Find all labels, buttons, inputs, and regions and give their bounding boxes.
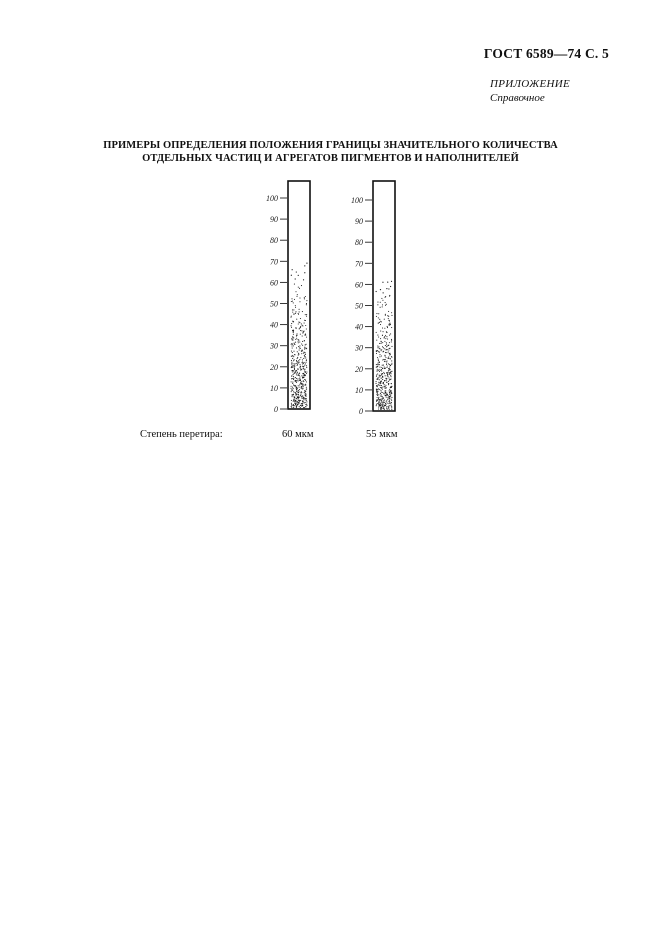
scale-label: 30 xyxy=(355,343,363,353)
scale-label: 60 xyxy=(355,280,363,290)
scale-label: 0 xyxy=(359,407,363,416)
scale-label: 80 xyxy=(270,236,278,246)
scale-label: 10 xyxy=(355,385,363,395)
appendix-label: ПРИЛОЖЕНИЕ xyxy=(490,78,570,90)
appendix-block xyxy=(490,77,570,105)
scale-label: 60 xyxy=(270,278,278,288)
appendix-type: Справочное xyxy=(490,92,545,104)
scale-label: 40 xyxy=(355,322,363,332)
scale-label: 40 xyxy=(270,320,278,330)
scale-label: 70 xyxy=(270,257,278,267)
caption-label: Степень перетира: xyxy=(140,429,223,440)
gauge-2 xyxy=(351,181,395,416)
document-header xyxy=(484,46,609,62)
caption-row xyxy=(0,429,661,443)
scale-label: 50 xyxy=(270,299,278,309)
scale-label: 20 xyxy=(355,364,363,374)
scale-label: 100 xyxy=(351,196,363,205)
scale-label: 10 xyxy=(270,383,278,393)
scale-label: 0 xyxy=(274,405,278,414)
scale-label: 50 xyxy=(355,301,363,311)
gauge-2-value: 55 мкм xyxy=(366,429,398,440)
title-line-2: ОТДЕЛЬНЫХ ЧАСТИЦ И АГРЕГАТОВ ПИГМЕНТОВ И НАПОЛНИТЕЛЕЙ xyxy=(142,153,519,164)
grindometer-illustration xyxy=(240,176,440,421)
gauge-1 xyxy=(266,181,310,414)
grindometer-figure xyxy=(240,176,440,421)
particle-stipple xyxy=(376,281,393,410)
scale-label: 20 xyxy=(270,362,278,372)
title-line-1: ПРИМЕРЫ ОПРЕДЕЛЕНИЯ ПОЛОЖЕНИЯ ГРАНИЦЫ ЗНАЧИТЕЛЬНОГО КОЛИЧЕСТВА xyxy=(103,140,558,151)
section-title xyxy=(60,139,601,165)
gauge-tube xyxy=(288,181,310,409)
standard-code: ГОСТ 6589—74 С. 5 xyxy=(483,46,609,61)
scale-label: 70 xyxy=(355,259,363,269)
scale-label: 90 xyxy=(270,215,278,225)
scale-label: 90 xyxy=(355,217,363,227)
particle-stipple xyxy=(290,263,307,409)
gauge-1-value: 60 мкм xyxy=(282,429,314,440)
scale-label: 30 xyxy=(270,341,278,351)
scale-label: 100 xyxy=(266,194,278,203)
scale-label: 80 xyxy=(355,238,363,248)
